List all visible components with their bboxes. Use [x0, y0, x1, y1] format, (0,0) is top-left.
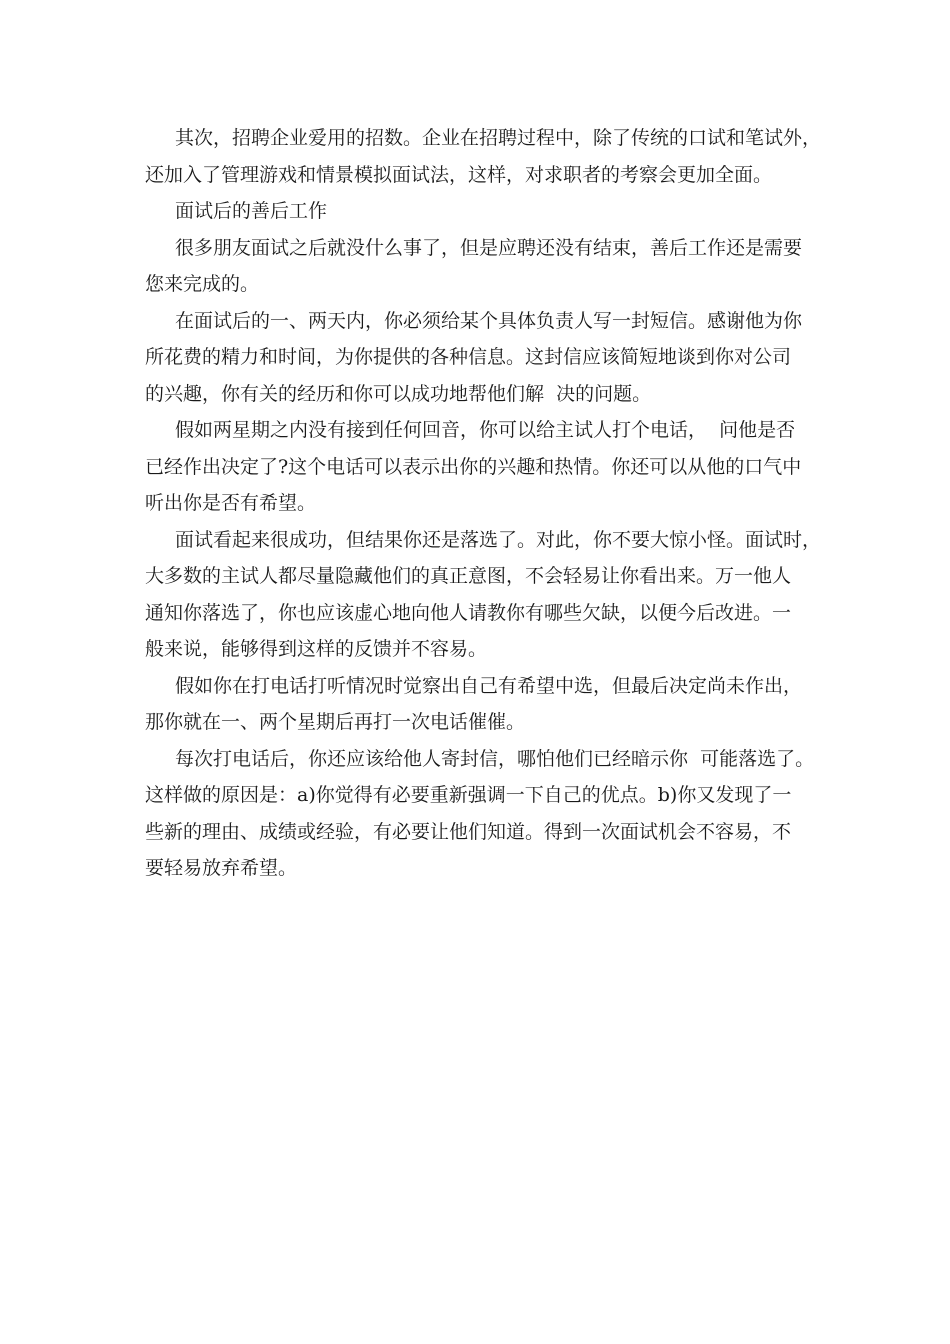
paragraph-line: 般来说，能够得到这样的反馈并不容易。 — [145, 638, 488, 660]
paragraph-line: 这样做的原因是：a)你觉得有必要重新强调一下自己的优点。b)你又发现了一 — [145, 784, 792, 806]
paragraph-line: 面试看起来很成功，但结果你还是落选了。对此，你不要大惊小怪。面试时， — [175, 528, 822, 551]
paragraph-line: 的兴趣，你有关的经历和你可以成功地帮他们解 决的问题。 — [145, 382, 652, 405]
paragraph-line: 听出你是否有希望。 — [145, 492, 317, 514]
paragraph-line: 已经作出决定了?这个电话可以表示出你的兴趣和热情。你还可以从他的口气中 — [145, 455, 802, 478]
paragraph-line: 假如你在打电话打听情况时觉察出自己有希望中选，但最后决定尚未作出， — [175, 674, 803, 697]
paragraph-line: 大多数的主试人都尽量隐藏他们的真正意图，不会轻易让你看出来。万一他人 — [145, 565, 792, 587]
paragraph-line: 所花费的精力和时间，为你提供的各种信息。这封信应该简短地谈到你对公司 — [145, 346, 792, 368]
paragraph-line: 其次，招聘企业爱用的招数。企业在招聘过程中，除了传统的口试和笔试外， — [175, 127, 822, 149]
paragraph-line: 要轻易放弃希望。 — [145, 857, 298, 879]
paragraph-line: 些新的理由、成绩或经验，有必要让他们知道。得到一次面试机会不容易，不 — [145, 820, 792, 843]
paragraph-line: 那你就在一、两个星期后再打一次电话催催。 — [145, 711, 526, 733]
paragraph-line: 很多朋友面试之后就没什么事了，但是应聘还没有结束，善后工作还是需要 — [175, 236, 803, 259]
paragraph-line: 在面试后的一、两天内，你必须给某个具体负责人写一封短信。感谢他为你 — [175, 309, 803, 332]
paragraph-line: 您来完成的。 — [145, 273, 260, 295]
paragraph-line: 通知你落选了，你也应该虚心地向他人请教你有哪些欠缺，以便今后改进。一 — [145, 601, 792, 624]
document-body — [145, 120, 822, 887]
paragraph-line: 每次打电话后，你还应该给他人寄封信，哪怕他们已经暗示你 可能落选了。 — [175, 747, 815, 770]
section-heading: 面试后的善后工作 — [175, 200, 328, 222]
paragraph-line: 还加入了管理游戏和情景模拟面试法，这样，对求职者的考察会更加全面。 — [145, 163, 773, 186]
paragraph-line: 假如两星期之内没有接到任何回音，你可以给主试人打个电话， 问他是否 — [175, 419, 796, 441]
